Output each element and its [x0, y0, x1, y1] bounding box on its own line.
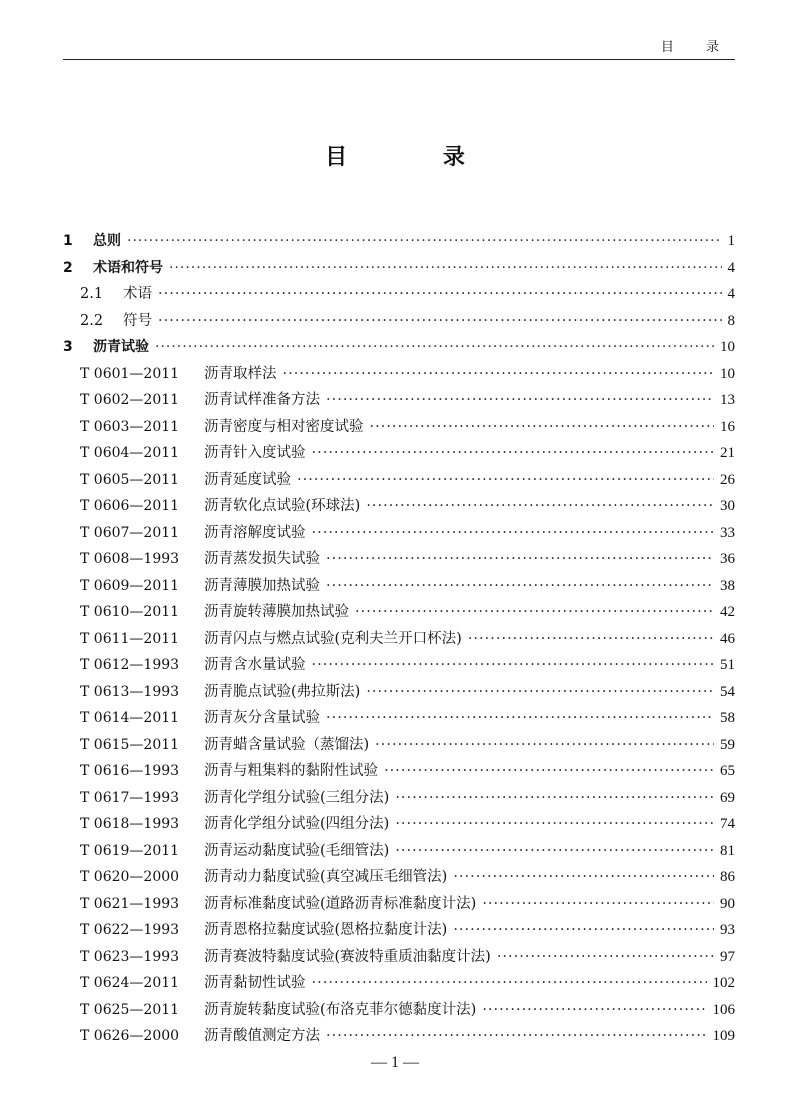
test-name: 沥青运动黏度试验(毛细管法) [204, 842, 390, 859]
page-number: 46 [720, 630, 735, 647]
page-footer-number: — 1 — [371, 1054, 419, 1071]
chapter-title: 沥青试验 [93, 339, 149, 355]
test-code: T 0622—1993 [80, 922, 180, 938]
test-name: 沥青酸值测定方法 [204, 1028, 320, 1044]
test-name: 沥青化学组分试验(四组分法) [204, 816, 390, 832]
toc-test-item[interactable] [63, 599, 735, 626]
toc-test-item[interactable] [63, 652, 735, 679]
dot-leader [366, 493, 714, 520]
test-code: T 0623—1993 [80, 948, 180, 965]
page-number: 69 [720, 789, 735, 806]
test-name: 沥青旋转黏度试验(布洛克菲尔德黏度计法) [204, 1001, 477, 1018]
test-name: 沥青含水量试验 [204, 657, 306, 673]
test-name: 沥青动力黏度试验(真空减压毛细管法) [204, 869, 448, 885]
dot-leader [384, 758, 714, 785]
dot-leader [297, 467, 714, 494]
test-name: 沥青黏韧性试验 [204, 975, 306, 991]
page-number: 58 [720, 710, 735, 726]
dot-leader [375, 732, 714, 759]
test-name: 沥青针入度试验 [204, 445, 306, 461]
page-number: 86 [720, 869, 735, 885]
dot-leader [326, 573, 714, 600]
page-number: 42 [720, 604, 735, 620]
test-code: T 0610—2011 [80, 604, 180, 620]
toc-test-item[interactable] [63, 493, 735, 520]
dot-leader [312, 440, 715, 467]
dot-leader [366, 679, 714, 706]
toc-test-item[interactable] [63, 1023, 735, 1050]
chapter-number: 3 [63, 339, 73, 355]
page-number: 13 [720, 392, 735, 408]
test-code: T 0608—1993 [80, 551, 180, 567]
dot-leader [326, 705, 714, 732]
dot-leader [468, 626, 714, 653]
toc-section-2-2[interactable] [63, 308, 735, 335]
test-code: T 0624—2011 [80, 975, 180, 991]
test-code: T 0609—2011 [80, 577, 180, 594]
test-name: 沥青试样准备方法 [204, 392, 320, 408]
test-name: 沥青恩格拉黏度试验(恩格拉黏度计法) [204, 922, 448, 938]
dot-leader [326, 387, 714, 414]
test-code: T 0613—1993 [80, 683, 180, 700]
test-code: T 0615—2011 [80, 736, 180, 753]
test-code: T 0601—2011 [80, 365, 180, 382]
toc-test-item[interactable] [63, 997, 735, 1024]
dot-leader [355, 599, 714, 626]
page-number: 102 [712, 975, 735, 991]
page-number: 4 [727, 259, 735, 276]
test-name: 沥青密度与相对密度试验 [204, 418, 364, 435]
toc-chapter-3[interactable] [63, 334, 735, 361]
page-number: 33 [720, 524, 735, 541]
page-number: 10 [720, 365, 735, 382]
page-number: 16 [720, 418, 735, 435]
dot-leader [158, 281, 722, 308]
page-number: 10 [720, 339, 735, 355]
dot-leader [312, 652, 715, 679]
toc-test-item[interactable] [63, 573, 735, 600]
chapter-number: 2 [63, 259, 73, 276]
dot-leader [158, 308, 722, 335]
page-number: 36 [720, 551, 735, 567]
test-name: 沥青灰分含量试验 [204, 710, 320, 726]
toc-test-item[interactable] [63, 520, 735, 547]
test-name: 沥青化学组分试验(三组分法) [204, 789, 390, 806]
toc-test-item[interactable] [63, 546, 735, 573]
page-number: 81 [720, 842, 735, 859]
dot-leader [326, 546, 714, 573]
test-name: 沥青取样法 [204, 365, 277, 382]
page-number: 38 [720, 577, 735, 594]
running-header-title: 目 录 [660, 40, 733, 55]
test-name: 沥青蜡含量试验（蒸馏法) [204, 736, 370, 753]
toc-test-item[interactable] [63, 679, 735, 706]
toc-test-item[interactable] [63, 414, 735, 441]
toc-test-item[interactable] [63, 864, 735, 891]
toc-test-item[interactable] [63, 361, 735, 388]
dot-leader [127, 228, 722, 255]
page-number: 54 [720, 683, 735, 700]
test-name: 沥青赛波特黏度试验(赛波特重质油黏度计法) [204, 948, 491, 965]
toc-test-item[interactable] [63, 705, 735, 732]
dot-leader [497, 944, 714, 971]
dot-leader [395, 811, 714, 838]
dot-leader [155, 334, 714, 361]
test-code: T 0603—2011 [80, 418, 180, 435]
toc-test-item[interactable] [63, 440, 735, 467]
test-code: T 0606—2011 [80, 498, 180, 514]
test-code: T 0616—1993 [80, 763, 180, 779]
test-code: T 0620—2000 [80, 869, 180, 885]
page-number: 30 [720, 498, 735, 514]
dot-leader [169, 255, 722, 282]
toc-test-item[interactable] [63, 467, 735, 494]
page-number: 109 [712, 1028, 735, 1044]
test-code: T 0619—2011 [80, 842, 180, 859]
page-number: 74 [720, 816, 735, 832]
section-title: 符号 [123, 312, 152, 329]
dot-leader [482, 891, 714, 918]
toc-test-item[interactable] [63, 758, 735, 785]
dot-leader [453, 917, 714, 944]
page-number: 90 [720, 895, 735, 912]
toc-section-2-1[interactable] [63, 281, 735, 308]
test-code: T 0626—2000 [80, 1028, 180, 1044]
page-number: 21 [720, 445, 735, 461]
test-code: T 0621—1993 [80, 895, 180, 912]
toc-test-item[interactable] [63, 785, 735, 812]
test-code: T 0612—1993 [80, 657, 180, 673]
test-name: 沥青标准黏度试验(道路沥青标准黏度计法) [204, 895, 477, 912]
test-code: T 0617—1993 [80, 789, 180, 806]
dot-leader [326, 1023, 707, 1050]
chapter-title: 术语和符号 [93, 259, 163, 276]
test-name: 沥青旋转薄膜加热试验 [204, 604, 349, 620]
test-code: T 0625—2011 [80, 1001, 180, 1018]
page-number: 26 [720, 471, 735, 488]
toc-chapter-2[interactable] [63, 255, 735, 282]
page-number: 1 [727, 233, 735, 249]
test-code: T 0605—2011 [80, 471, 180, 488]
dot-leader [370, 414, 715, 441]
test-code: T 0604—2011 [80, 445, 180, 461]
chapter-number: 1 [63, 233, 73, 249]
toc-test-item[interactable] [63, 917, 735, 944]
dot-leader [482, 997, 706, 1024]
page-number: 106 [712, 1001, 735, 1018]
toc-test-item[interactable] [63, 970, 735, 997]
page-number: 59 [720, 736, 735, 753]
test-code: T 0602—2011 [80, 392, 180, 408]
dot-leader [312, 970, 707, 997]
test-name: 沥青溶解度试验 [204, 524, 306, 541]
section-title: 术语 [123, 286, 152, 302]
header-rule [63, 59, 735, 60]
test-code: T 0607—2011 [80, 524, 180, 541]
page-number: 4 [727, 286, 735, 302]
toc-test-item[interactable] [63, 944, 735, 971]
page-number: 93 [720, 922, 735, 938]
test-code: T 0618—1993 [80, 816, 180, 832]
dot-leader [453, 864, 714, 891]
dot-leader [395, 785, 714, 812]
toc-chapter-1[interactable] [63, 228, 735, 255]
toc-test-item[interactable] [63, 387, 735, 414]
test-name: 沥青软化点试验(环球法) [204, 498, 361, 514]
test-name: 沥青闪点与燃点试验(克利夫兰开口杯法) [204, 630, 462, 647]
section-number: 2.1 [80, 286, 104, 302]
running-header [63, 28, 735, 60]
table-of-contents [63, 228, 735, 1050]
dot-leader [312, 520, 715, 547]
test-name: 沥青延度试验 [204, 471, 291, 488]
page-title: 目 录 [325, 145, 509, 170]
chapter-title: 总则 [93, 233, 121, 249]
page-number: 97 [720, 948, 735, 965]
toc-test-item[interactable] [63, 811, 735, 838]
toc-test-item[interactable] [63, 891, 735, 918]
page-number: 51 [720, 657, 735, 673]
toc-test-item[interactable] [63, 626, 735, 653]
test-name: 沥青蒸发损失试验 [204, 551, 320, 567]
toc-test-item[interactable] [63, 732, 735, 759]
dot-leader [283, 361, 715, 388]
dot-leader [395, 838, 714, 865]
test-code: T 0614—2011 [80, 710, 180, 726]
page-number: 8 [727, 312, 735, 329]
section-number: 2.2 [80, 312, 104, 329]
toc-test-item[interactable] [63, 838, 735, 865]
test-code: T 0611—2011 [80, 630, 180, 647]
page-number: 65 [720, 763, 735, 779]
test-name: 沥青脆点试验(弗拉斯法) [204, 683, 361, 700]
test-name: 沥青与粗集料的黏附性试验 [204, 763, 378, 779]
test-name: 沥青薄膜加热试验 [204, 577, 320, 594]
